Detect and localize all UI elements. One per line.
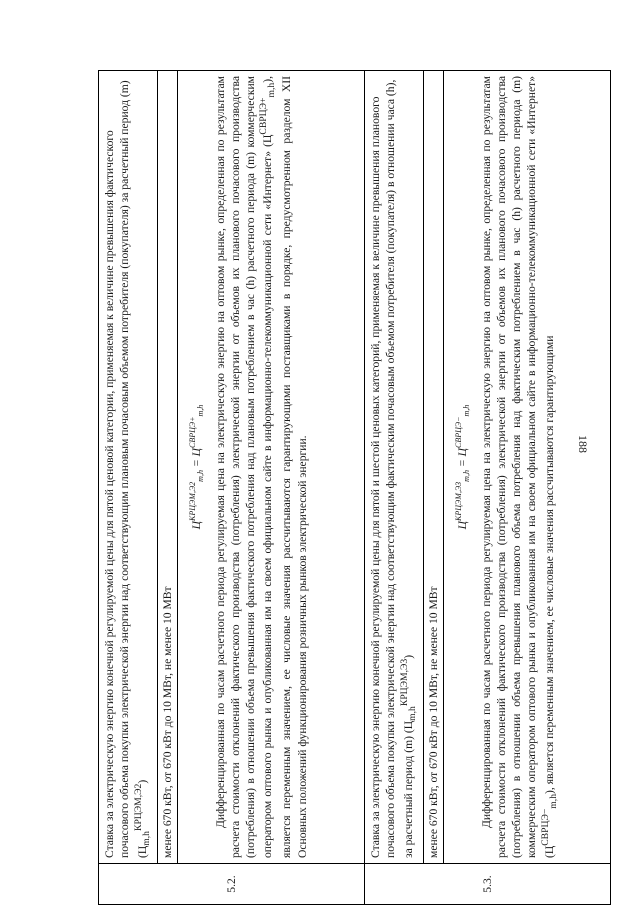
tariff-table <box>98 70 611 905</box>
row-title-sub: m,h <box>140 831 152 846</box>
tariff-table-container <box>98 70 610 905</box>
formula-eq: = <box>189 459 203 468</box>
formula-rhs-sup: СВРЦЭ− <box>453 416 463 449</box>
description-sub: m,h <box>547 793 559 809</box>
row-title-sub: m,h <box>406 706 418 721</box>
description-text <box>479 76 561 858</box>
table-row <box>365 71 611 905</box>
description-text <box>213 76 310 858</box>
row-number: 5.3. <box>365 864 611 905</box>
formula-eq: = <box>455 459 469 468</box>
formula-lhs-sub: m,h <box>196 470 205 482</box>
row-title-sup: КРЦЭМ,Э2 <box>132 783 144 831</box>
row-title <box>367 76 421 858</box>
row-content <box>99 71 365 864</box>
page-number: 188 <box>576 435 590 453</box>
description-post: ), является переменным значением, ее числовые значения рассчитываются гарантирующими поставщиками в порядке, предусмотренном разделом XII Основных положений функционирования розничных рынков электрической энергии. <box>261 76 309 858</box>
formula-rhs: Ц <box>455 448 469 457</box>
description-post: ), является переменным значением, ее числовые значения рассчитываются гарантирующими <box>542 335 556 794</box>
power-band: менее 670 кВт, от 670 кВт до 10 МВт, не менее 10 МВт <box>423 71 441 863</box>
formula-rhs: Ц <box>189 448 203 457</box>
description-sup: СВРЦЭ− <box>539 808 551 846</box>
row-content <box>365 71 611 864</box>
row-title-end: ) <box>401 654 415 659</box>
row-title <box>101 76 155 858</box>
formula <box>180 76 213 858</box>
formula-lhs-sub: m,h <box>462 470 471 482</box>
row-title-end: ) <box>135 779 149 784</box>
power-band: менее 670 кВт, от 670 кВт до 10 МВт, не менее 10 МВт <box>157 71 175 863</box>
formula-rhs-sub: m,h <box>196 404 205 417</box>
description-pre: Дифференцированная по часам расчетного периода регулируемая цена на электрическую энергию на оптовом рынке, определенная по результатам расчета стоимости отклонений фактического производства (потребления) электрической энергии от объемов их планового почасового производства (потребления) в отношении объема превышения фактического потребления над плановым потреблением в час (h) расчетного периода (m) коммерческим оператором оптового рынка и опубликованная им на своем официальном сайте в информационно-телекоммуникационной сети «Интернет» (Ц <box>213 76 275 858</box>
formula <box>446 76 479 858</box>
description-sup: СВРЦЭ+ <box>258 97 270 135</box>
formula-rhs-sup: СВРЦЭ+ <box>187 416 197 449</box>
row-description <box>443 71 561 863</box>
row-title-text: Ставка за электрическую энергию конечной регулируемой цены для пятой ценовой категории, применяемая к величине превышения фактического почасового объема покупки электрической энергии над соответствующим плановым почасовым объемом потребителя (покупателя) за расчетный период (m) (Ц <box>103 80 149 858</box>
row-title-text: Ставка за электрическую энергию конечной регулируемой цены для пятой и шестой ценовых категорий, применяемая к величине превышения планового почасового объема покупки электрической энергии над соответствующим фактическим почасовым объемом потребителя (покупателя) в отношении часа (h), за расчетный период (m) (Ц <box>369 79 415 858</box>
row-description <box>177 71 310 863</box>
description-pre: Дифференцированная по часам расчетного периода регулируемая цена на электрическую энергию на оптовом рынке, определенная по результатам расчета стоимости отклонений фактического производства (потребления) электрической энергии от объемов их планового почасового производства (потребления) в отношении объема превышения планового объема потребления над фактическим потреблением в час (h) расчетного периода (m) коммерческим оператором оптового рынка и опубликованная им на своем официальном сайте в информационно-телекоммуникационной сети «Интернет» (Ц <box>479 76 556 858</box>
table-row <box>99 71 365 905</box>
formula-rhs-sub: m,h <box>462 404 471 417</box>
formula-lhs-sup: КРЦЭМ,Э3 <box>453 481 463 521</box>
row-title-sup: КРЦЭМ,Э3 <box>398 658 410 707</box>
row-number: 5.2. <box>99 864 365 905</box>
formula-lhs: Ц <box>455 520 469 530</box>
formula-lhs: Ц <box>189 520 203 530</box>
description-sub: m,h <box>266 82 278 98</box>
formula-lhs-sup: КРЦЭМ,Э2 <box>187 481 197 521</box>
